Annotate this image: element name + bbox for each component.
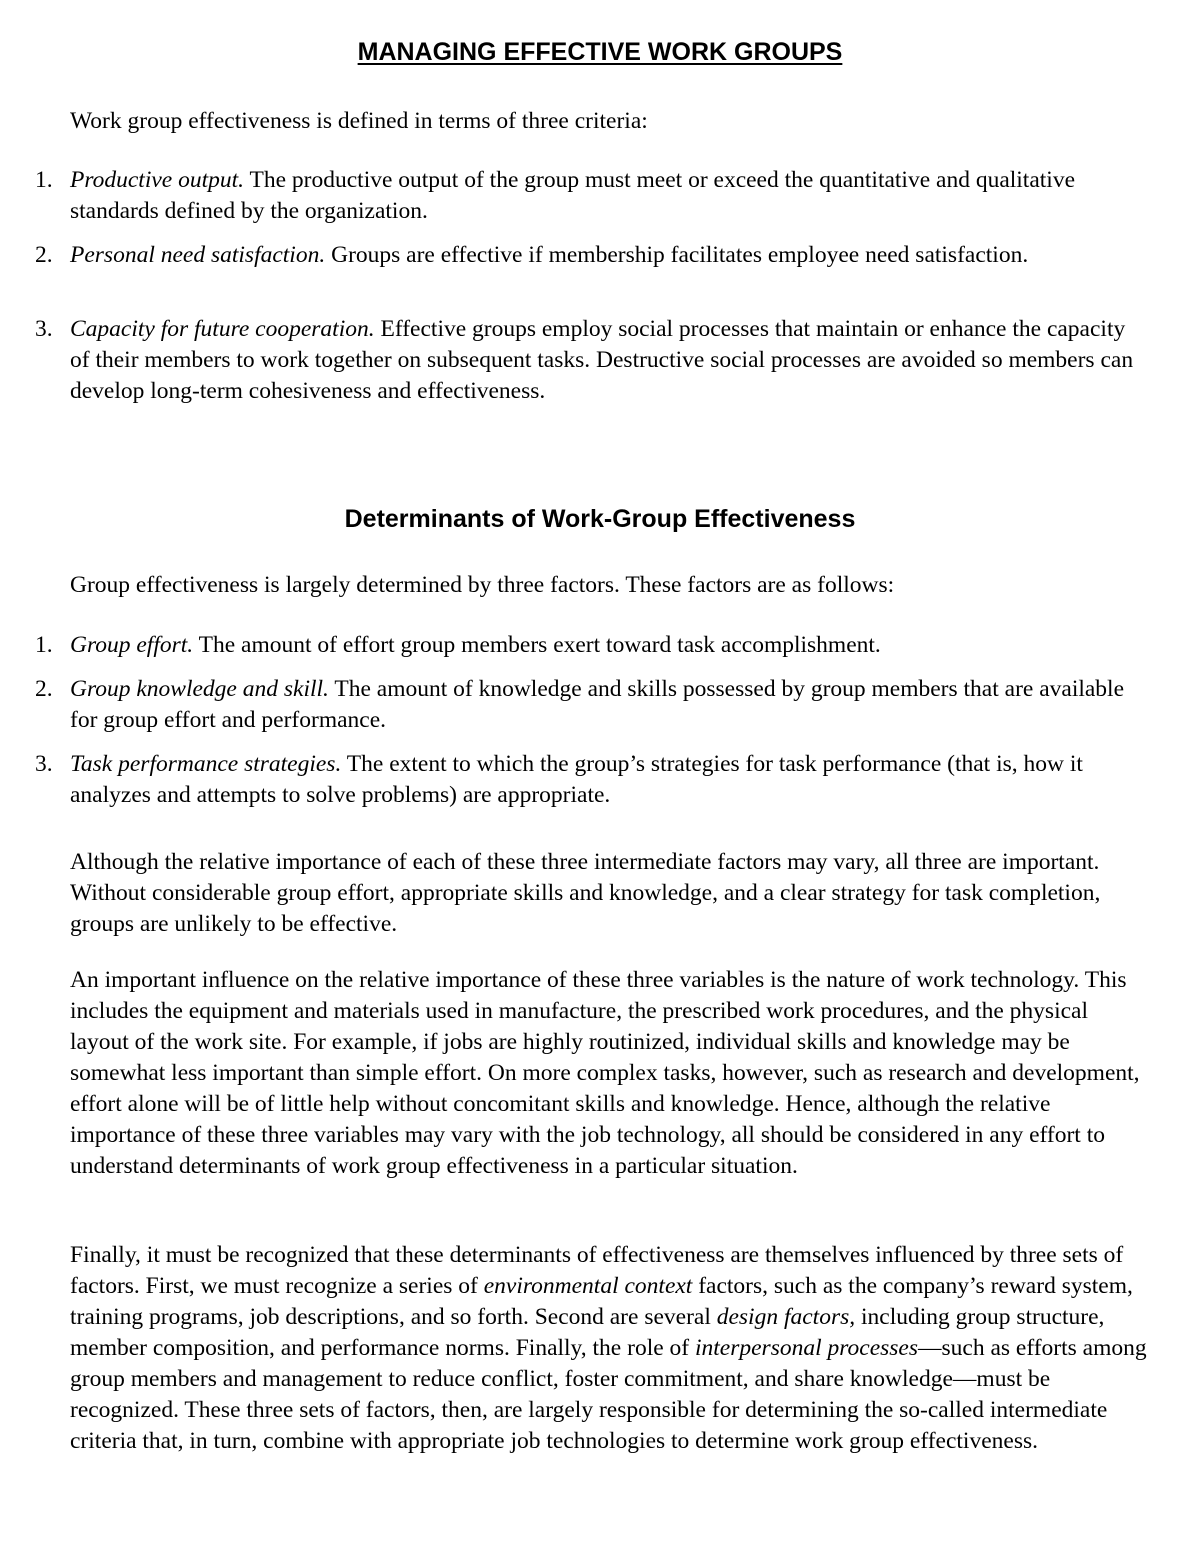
body-paragraph-1: Although the relative importance of each of these three intermediate factors may vary, all three are important. Without considerable group effort, appropriate skills and knowledge, and a clear strategy for task completion, groups are unlikely to be effective. [70, 849, 1101, 937]
criteria-item-1 [35, 165, 1150, 227]
list-number: 3. [35, 751, 53, 777]
factor-term: Group effort. [70, 632, 194, 658]
body-paragraph-3 [70, 1240, 1150, 1457]
criteria-term: Capacity for future cooperation. [70, 316, 375, 342]
factor-text: The extent to which the group’s strategies for task performance (that is, how it analyzes and attempts to solve problems) are appropriate. [70, 751, 1083, 808]
list-number: 2. [35, 676, 53, 702]
list-number: 3. [35, 316, 53, 342]
paragraph-text: factors, such as the company’s reward system, training programs, job descriptions, and so forth. Second are several [70, 1273, 1133, 1330]
factor-text: The amount of knowledge and skills possessed by group members that are available for group effort and performance. [70, 676, 1125, 733]
emphasis-term: environmental context [483, 1273, 693, 1299]
paragraph-text: —such as efforts among group members and management to reduce conflict, foster commitment, and share knowledge—must be recognized. These three sets of factors, then, are largely responsible for determining the so-called intermediate criteria that, in turn, combine with appropriate job technologies to determine work group effectiveness. [70, 1335, 1147, 1454]
factor-item-3 [35, 749, 1150, 811]
section-heading: Determinants of Work-Group Effectiveness [344, 505, 856, 533]
factor-term: Task performance strategies. [70, 751, 342, 777]
list-number: 1. [35, 167, 53, 193]
criteria-text: The productive output of the group must meet or exceed the quantitative and qualitative standards defined by the organization. [70, 167, 1076, 224]
paragraph-text: Finally, it must be recognized that these determinants of effectiveness are themselves influenced by three sets of factors. First, we must recognize a series of [70, 1242, 1124, 1299]
factor-item-2 [35, 674, 1150, 736]
criteria-text: Effective groups employ social processes that maintain or enhance the capacity of their members to work together on subsequent tasks. Destructive social processes are avoided so members can develop long-term cohesiveness and effectiveness. [70, 316, 1134, 404]
emphasis-term: interpersonal processes [694, 1335, 918, 1361]
factor-term: Group knowledge and skill. [70, 676, 329, 702]
intro-paragraph: Work group effectiveness is defined in terms of three criteria: [70, 108, 648, 134]
paragraph-text: including group structure, member composition, and performance norms. Finally, the role of [70, 1304, 1105, 1361]
list-number: 1. [35, 632, 53, 658]
criteria-text: Groups are effective if membership facilitates employee need satisfaction. [325, 242, 1029, 268]
criteria-term: Productive output. [70, 167, 245, 193]
body-paragraph-2: An important influence on the relative importance of these three variables is the nature of work technology. This includes the equipment and materials used in manufacture, the prescribed work procedures, and the physical layout of the work site. For example, if jobs are highly routinized, individual skills and knowledge may be somewhat less important than simple effort. On more complex tasks, however, such as research and development, effort alone will be of little help without concomitant skills and knowledge. Hence, although the relative importance of these three variables may vary with the job technology, all should be considered in any effort to understand determinants of work group effectiveness in a particular situation. [70, 967, 1140, 1179]
list-number: 2. [35, 242, 53, 268]
factor-item-1 [35, 630, 1150, 661]
emphasis-term: design factors, [716, 1304, 856, 1330]
criteria-item-2 [35, 240, 1150, 271]
criteria-item-3 [35, 314, 1150, 407]
criteria-term: Personal need satisfaction. [70, 242, 326, 268]
page-title: MANAGING EFFECTIVE WORK GROUPS [357, 38, 843, 66]
section-intro-paragraph: Group effectiveness is largely determined by three factors. These factors are as follows: [70, 572, 895, 598]
factor-text: The amount of effort group members exert toward task accomplishment. [193, 632, 881, 658]
